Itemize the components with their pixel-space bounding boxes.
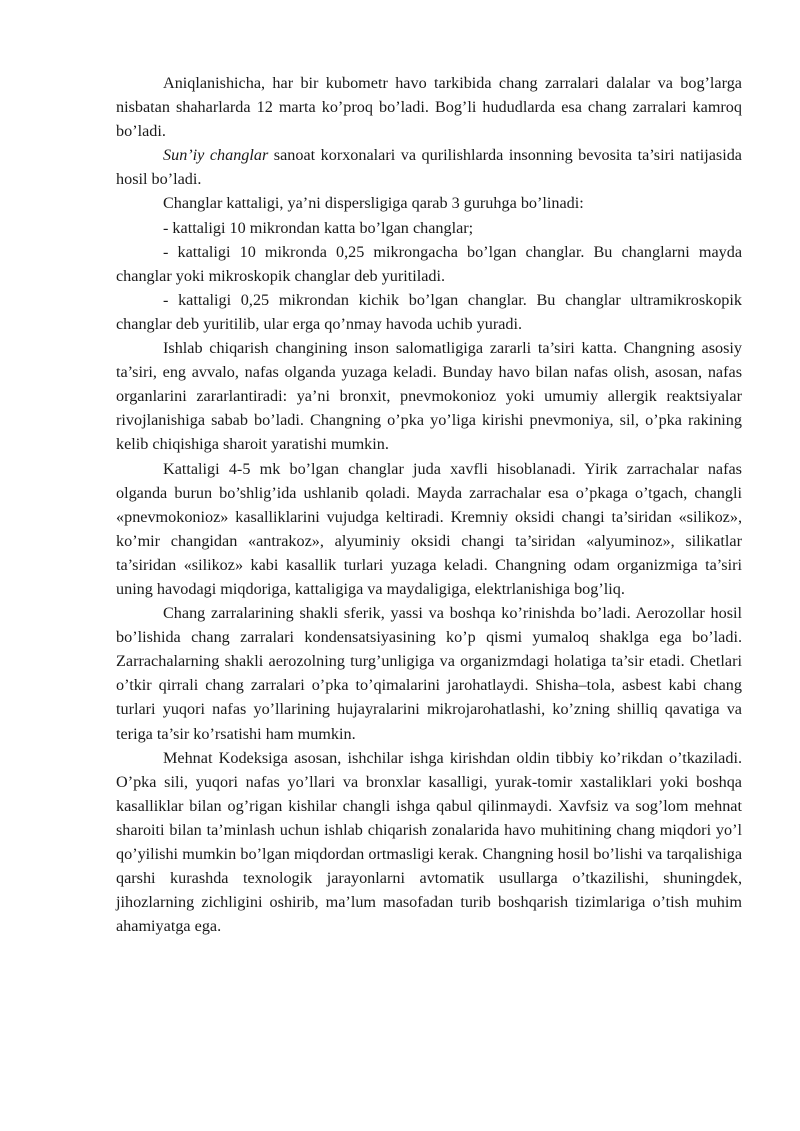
paragraph-labor-code: Mehnat Kodeksiga asosan, ishchilar ishga kirishdan oldin tibbiy ko’rikdan o’tkaziladi. O’pka sili, yuqori nafas yo’llari va bronxlar kasalligi, yurak-tomir xastaliklari yoki boshqa kasalliklar bilan og’rigan kishilar changli ishga qabul qilinmaydi. Xavfsiz va sog’lom mehnat sharoiti bilan ta’minlash uchun ishlab chiqarish zonalarida havo muhitining chang miqdori yo’l qo’yilishi mumkin bo’lgan miqdordan ortmasligi kerak. Changning hosil bo’lishi va tarqalishiga qarshi kurashda texnologik jarayonlarni avtomatik usullarga o’tkazilishi, shuningdek, jihozlarning zichligini oshirib, ma’lum masofadan turib boshqarish tizimlariga o’tish muhim ahamiyatga ega. bbox=[116, 748, 742, 936]
document-page bbox=[116, 71, 742, 938]
paragraph-health-effects: Ishlab chiqarish changining inson salomatligiga zararli ta’siri katta. Changning asosiy ta’siri, eng avvalo, nafas olganda yuzaga keladi. Bunday havo bilan nafas olish, asosan, nafas organlarini zararlantiradi: ya’ni bronxit, pnevmokonioz yoki umumiy allergik reaktsiyalar rivojlanishiga sabab bo’ladi. Changning o’pka yo’liga kirishi pnevmoniya, sil, o’pka rakining kelib chiqishiga sharoit yaratishi mumkin. bbox=[116, 339, 742, 454]
list-item-ultramicroscopic-dust: - kattaligi 0,25 mikrondan kichik bo’lgan changlar. Bu changlar ultramikroskopik changlar deb yuritilib, ular erga qo’nmay havoda uchib yuradi. bbox=[116, 290, 742, 333]
paragraph-particle-shape: Chang zarralarining shakli sferik, yassi va boshqa ko’rinishda bo’ladi. Aerozollar hosil bo’lishida chang zarralari kondensatsiyasining ko’p qismi yumaloq shaklga ega bo’ladi. Zarrachalarning shakli aerozolning turg’unligiga va organizmdagi holatiga ta’sir etadi. Chetlari o’tkir qirrali chang zarralari o’pka to’qimalarini jarohatlaydi. Shisha–tola, asbest kabi chang turlari yuqori nafas yo’llarining hujayralarini mikrojarohatlashi, ko’zning shilliq qavatiga va teriga ta’sir ko’rsatishi ham mumkin. bbox=[116, 604, 742, 743]
paragraph-artificial-dust bbox=[116, 143, 742, 191]
list-item-microscopic-dust: - kattaligi 10 mikronda 0,25 mikrongacha bo’lgan changlar. Bu changlarni mayda changlar yoki mikroskopik changlar deb yuritiladi. bbox=[116, 242, 742, 285]
paragraph-particle-size-danger: Kattaligi 4-5 mk bo’lgan changlar juda xavfli hisoblanadi. Yirik zarrachalar nafas olganda burun bo’shlig’ida ushlanib qoladi. Mayda zarrachalar esa o’pkaga o’tgach, changli «pnevmokonioz» kasalliklarini vujudga keltiradi. Kremniy oksidi changi ta’siridan «silikoz», ko’mir changidan «antrakoz», alyuminiy oksidi changi ta’siridan «alyuminoz», silikatlar ta’siridan «silikoz» kabi kasallik turlari yuzaga keladi. Changning odam organizmiga ta’siri uning havodagi miqdoriga, kattaligiga va maydaligiga, elektrlanishiga bog’liq. bbox=[116, 459, 742, 598]
list-item-large-dust: - kattaligi 10 mikrondan katta bo’lgan changlar; bbox=[163, 218, 474, 237]
paragraph-dust-groups-intro: Changlar kattaligi, ya’ni dispersligiga qarab 3 guruhga bo’linadi: bbox=[163, 194, 584, 213]
paragraph-artificial-dust-text: sanoat korxonalari va qurilishlarda insonning bevosita ta’siri natijasida hosil bo’ladi. bbox=[116, 146, 742, 189]
term-artificial-dust: Sun’iy changlar bbox=[163, 146, 269, 165]
paragraph-dust-concentration: Aniqlanishicha, har bir kubometr havo tarkibida chang zarralari dalalar va bog’larga nisbatan shaharlarda 12 marta ko’proq bo’ladi. Bog’li hududlarda esa chang zarralari kamroq bo’ladi. bbox=[116, 74, 742, 141]
